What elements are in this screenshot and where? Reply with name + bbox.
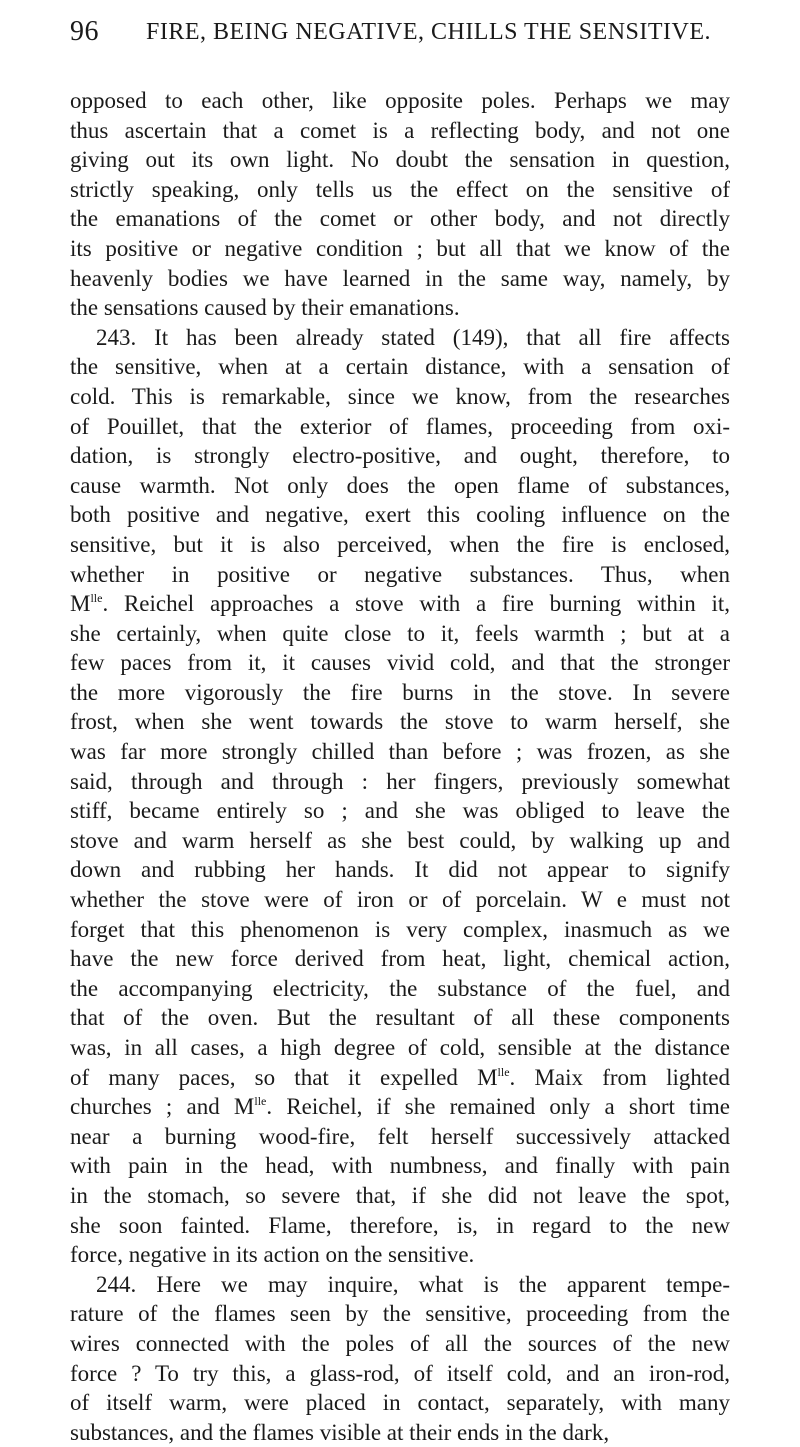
text-line: few paces from it, it causes vivid cold, and that the stronger — [70, 650, 730, 676]
text-line: dation, is strongly electro-positive, and ought, therefore, to — [70, 443, 730, 469]
text-line: heavenly bodies we have learned in the same way, namely, by — [70, 265, 730, 291]
text-line: the sensitive, when at a certain distance, with a sensation of — [70, 354, 730, 380]
text-line: 244. Here we may inquire, what is the apparent tempe- — [96, 1271, 730, 1297]
running-title: FIRE, BEING NEGATIVE, CHILLS THE SENSITIVE. — [146, 19, 712, 45]
text-line: giving out its own light. No doubt the sensation in question, — [70, 147, 730, 173]
text-line: with pain in the head, with numbness, and finally with pain — [70, 1153, 730, 1179]
superscript: lle — [254, 1094, 267, 1109]
text-line: of many paces, so that it expelled $M^{lle}$. Maix from lighted — [70, 1064, 730, 1090]
text-line: the sensations caused by their emanations. — [70, 295, 460, 321]
text-line: cause warmth. Not only does the open flame of substances, — [70, 472, 730, 498]
superscript: lle — [90, 591, 103, 606]
text-line: in the stomach, so severe that, if she did not leave the spot, — [70, 1182, 730, 1208]
superscript: lle — [497, 1064, 510, 1079]
text-line: wires connected with the poles of all the sources of the new — [70, 1330, 730, 1356]
text-line: whether in positive or negative substances. Thus, when — [70, 561, 730, 587]
text-line: of Pouillet, that the exterior of flames, proceeding from oxi- — [70, 413, 730, 439]
text-line: the more vigorously the fire burns in the stove. In severe — [70, 679, 730, 705]
text-line: down and rubbing her hands. It did not appear to signify — [70, 857, 730, 883]
text-line: the emanations of the comet or other body, and not directly — [70, 206, 730, 232]
text-line: cold. This is remarkable, since we know, from the researches — [70, 383, 730, 409]
text-line: have the new force derived from heat, light, chemical action, — [70, 946, 730, 972]
text-line: substances, and the flames visible at their ends in the dark, — [70, 1419, 610, 1445]
text-line: opposed to each other, like opposite poles. Perhaps we may — [70, 88, 730, 113]
text-line: 243. It has been already stated (149), that all fire affects — [96, 324, 730, 350]
text-line: thus ascertain that a comet is a reflecting body, and not one — [70, 117, 730, 143]
text-line: force, negative in its action on the sensitive. — [70, 1242, 475, 1268]
text-line: that of the oven. But the resultant of all these components — [70, 1005, 730, 1031]
text-line: $M^{lle}$. Reichel approaches a stove with a fire burning within it, — [70, 591, 730, 617]
text-line: said, through and through : her fingers, previously somewhat — [70, 768, 730, 794]
text-line: force ? To try this, a glass-rod, of itself cold, and an iron-rod, — [70, 1360, 730, 1386]
page-number: 96 — [70, 16, 99, 47]
text-line: was far more strongly chilled than before ; was frozen, as she — [70, 739, 730, 765]
page-header — [70, 16, 730, 56]
text-line: stove and warm herself as she best could, by walking up and — [70, 827, 730, 853]
text-line: churches ; and $M^{lle}$. Reichel, if she remained only a short time — [70, 1094, 730, 1120]
text-line: rature of the flames seen by the sensitive, proceeding from the — [70, 1301, 730, 1327]
text-line: whether the stove were of iron or of porcelain. W e must not — [70, 887, 730, 913]
text-line: near a burning wood-fire, felt herself successively attacked — [70, 1123, 730, 1149]
text-line: forget that this phenomenon is very complex, inasmuch as we — [70, 916, 730, 942]
text-line: stiff, became entirely so ; and she was obliged to leave the — [70, 798, 730, 824]
text-line: sensitive, but it is also perceived, when the fire is enclosed, — [70, 531, 730, 557]
text-line: the accompanying electricity, the substance of the fuel, and — [70, 975, 730, 1001]
text-line: of itself warm, were placed in contact, separately, with many — [70, 1390, 730, 1416]
text-line: strictly speaking, only tells us the effect on the sensitive of — [70, 176, 730, 202]
body-text — [70, 86, 730, 1447]
text-line: was, in all cases, a high degree of cold, sensible at the distance — [70, 1035, 730, 1060]
text-line: its positive or negative condition ; but all that we know of the — [70, 235, 730, 261]
text-line: both positive and negative, exert this cooling influence on the — [70, 502, 730, 528]
text-line: she soon fainted. Flame, therefore, is, in regard to the new — [70, 1212, 730, 1238]
text-line: she certainly, when quite close to it, feels warmth ; but at a — [70, 620, 730, 646]
text-line: frost, when she went towards the stove to warm herself, she — [70, 709, 730, 735]
